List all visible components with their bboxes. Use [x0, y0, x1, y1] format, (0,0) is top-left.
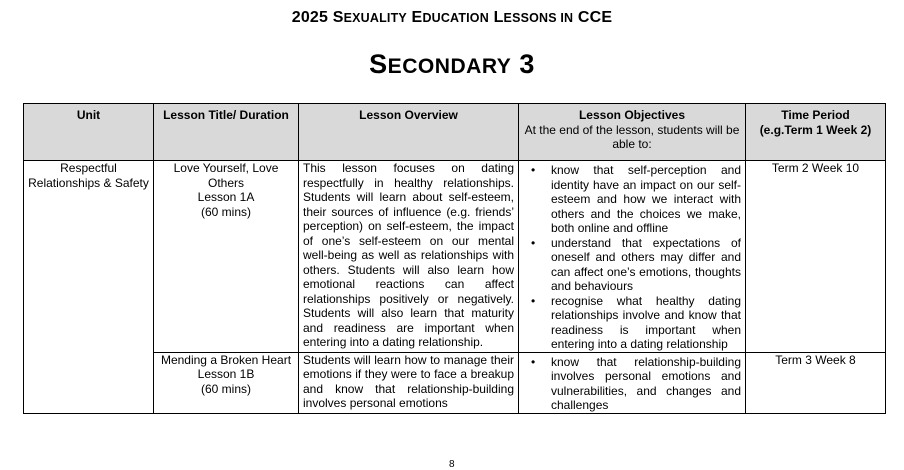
lesson-title-cell: [154, 352, 299, 413]
table-row: [24, 161, 886, 353]
document-title: 2025 SEXUALITY EDUCATION LESSONS IN CCE: [291, 9, 613, 26]
lesson-duration: (60 mins): [200, 204, 251, 219]
lesson-duration: (60 mins): [200, 381, 251, 396]
header-time-period-label: Time Period: [781, 108, 850, 122]
table-header-row: [24, 104, 886, 161]
time-period-cell: Term 3 Week 8: [746, 352, 886, 413]
lesson-title-cell: [154, 161, 299, 353]
objective-item: • know that self-perception and identity have an impact on our self-esteem and how we interact with others and the choices we make, both online and offline: [523, 163, 741, 236]
header-time-period: [746, 104, 886, 161]
lesson-title: Mending a Broken Heart Lesson 1B: [160, 352, 292, 381]
objectives-list: [523, 161, 741, 352]
objectives-list: [523, 353, 741, 413]
header-unit: Unit: [24, 104, 154, 161]
lesson-overview: This lesson focuses on dating respectfully in healthy relationships. Students will learn about self-esteem, their sources of influence (e.g. friends’ perception) on self-esteem, the impact of one’s self-esteem on our mental well-being as well as relationships with others. Students will also learn how emotional reactions can affect relationships positively or negatively. Students will also learn that maturity and readiness are important when entering into a dating relationship.: [299, 161, 519, 353]
section-heading: SECONDARY 3: [369, 49, 535, 79]
time-period-cell: Term 2 Week 10: [746, 161, 886, 353]
page-number: 8: [449, 459, 455, 470]
header-objectives-sub: At the end of the lesson, students will be able to:: [524, 122, 740, 151]
table-row: [24, 352, 886, 413]
lesson-id: Lesson 1A: [197, 190, 255, 204]
unit-cell: Respectful Relationships & Safety: [24, 161, 154, 414]
lesson-objectives-cell: [519, 161, 746, 353]
header-lesson-title: Lesson Title/ Duration: [154, 104, 299, 161]
objective-item: • recognise what healthy dating relationships involve and know that readiness is important when entering into a dating relationship: [523, 294, 741, 352]
lesson-overview: Students will learn how to manage their emotions if they were to face a breakup and know that relationship-building involves personal emotions: [299, 352, 519, 413]
lesson-objectives-cell: [519, 352, 746, 413]
objective-item: • understand that expectations of oneself and others may differ and can affect one’s emotions, thoughts and behaviours: [523, 236, 741, 294]
header-objectives: [519, 104, 746, 161]
header-time-period-sub: (e.g.Term 1 Week 2): [759, 122, 872, 137]
lessons-table: [23, 103, 886, 414]
header-overview: Lesson Overview: [299, 104, 519, 161]
header-objectives-label: Lesson Objectives: [578, 108, 686, 122]
objective-item: • know that relationship-building involves personal emotions and vulnerabilities, and changes and challenges: [523, 355, 741, 413]
lesson-title: Love Yourself, Love Others: [173, 161, 279, 190]
